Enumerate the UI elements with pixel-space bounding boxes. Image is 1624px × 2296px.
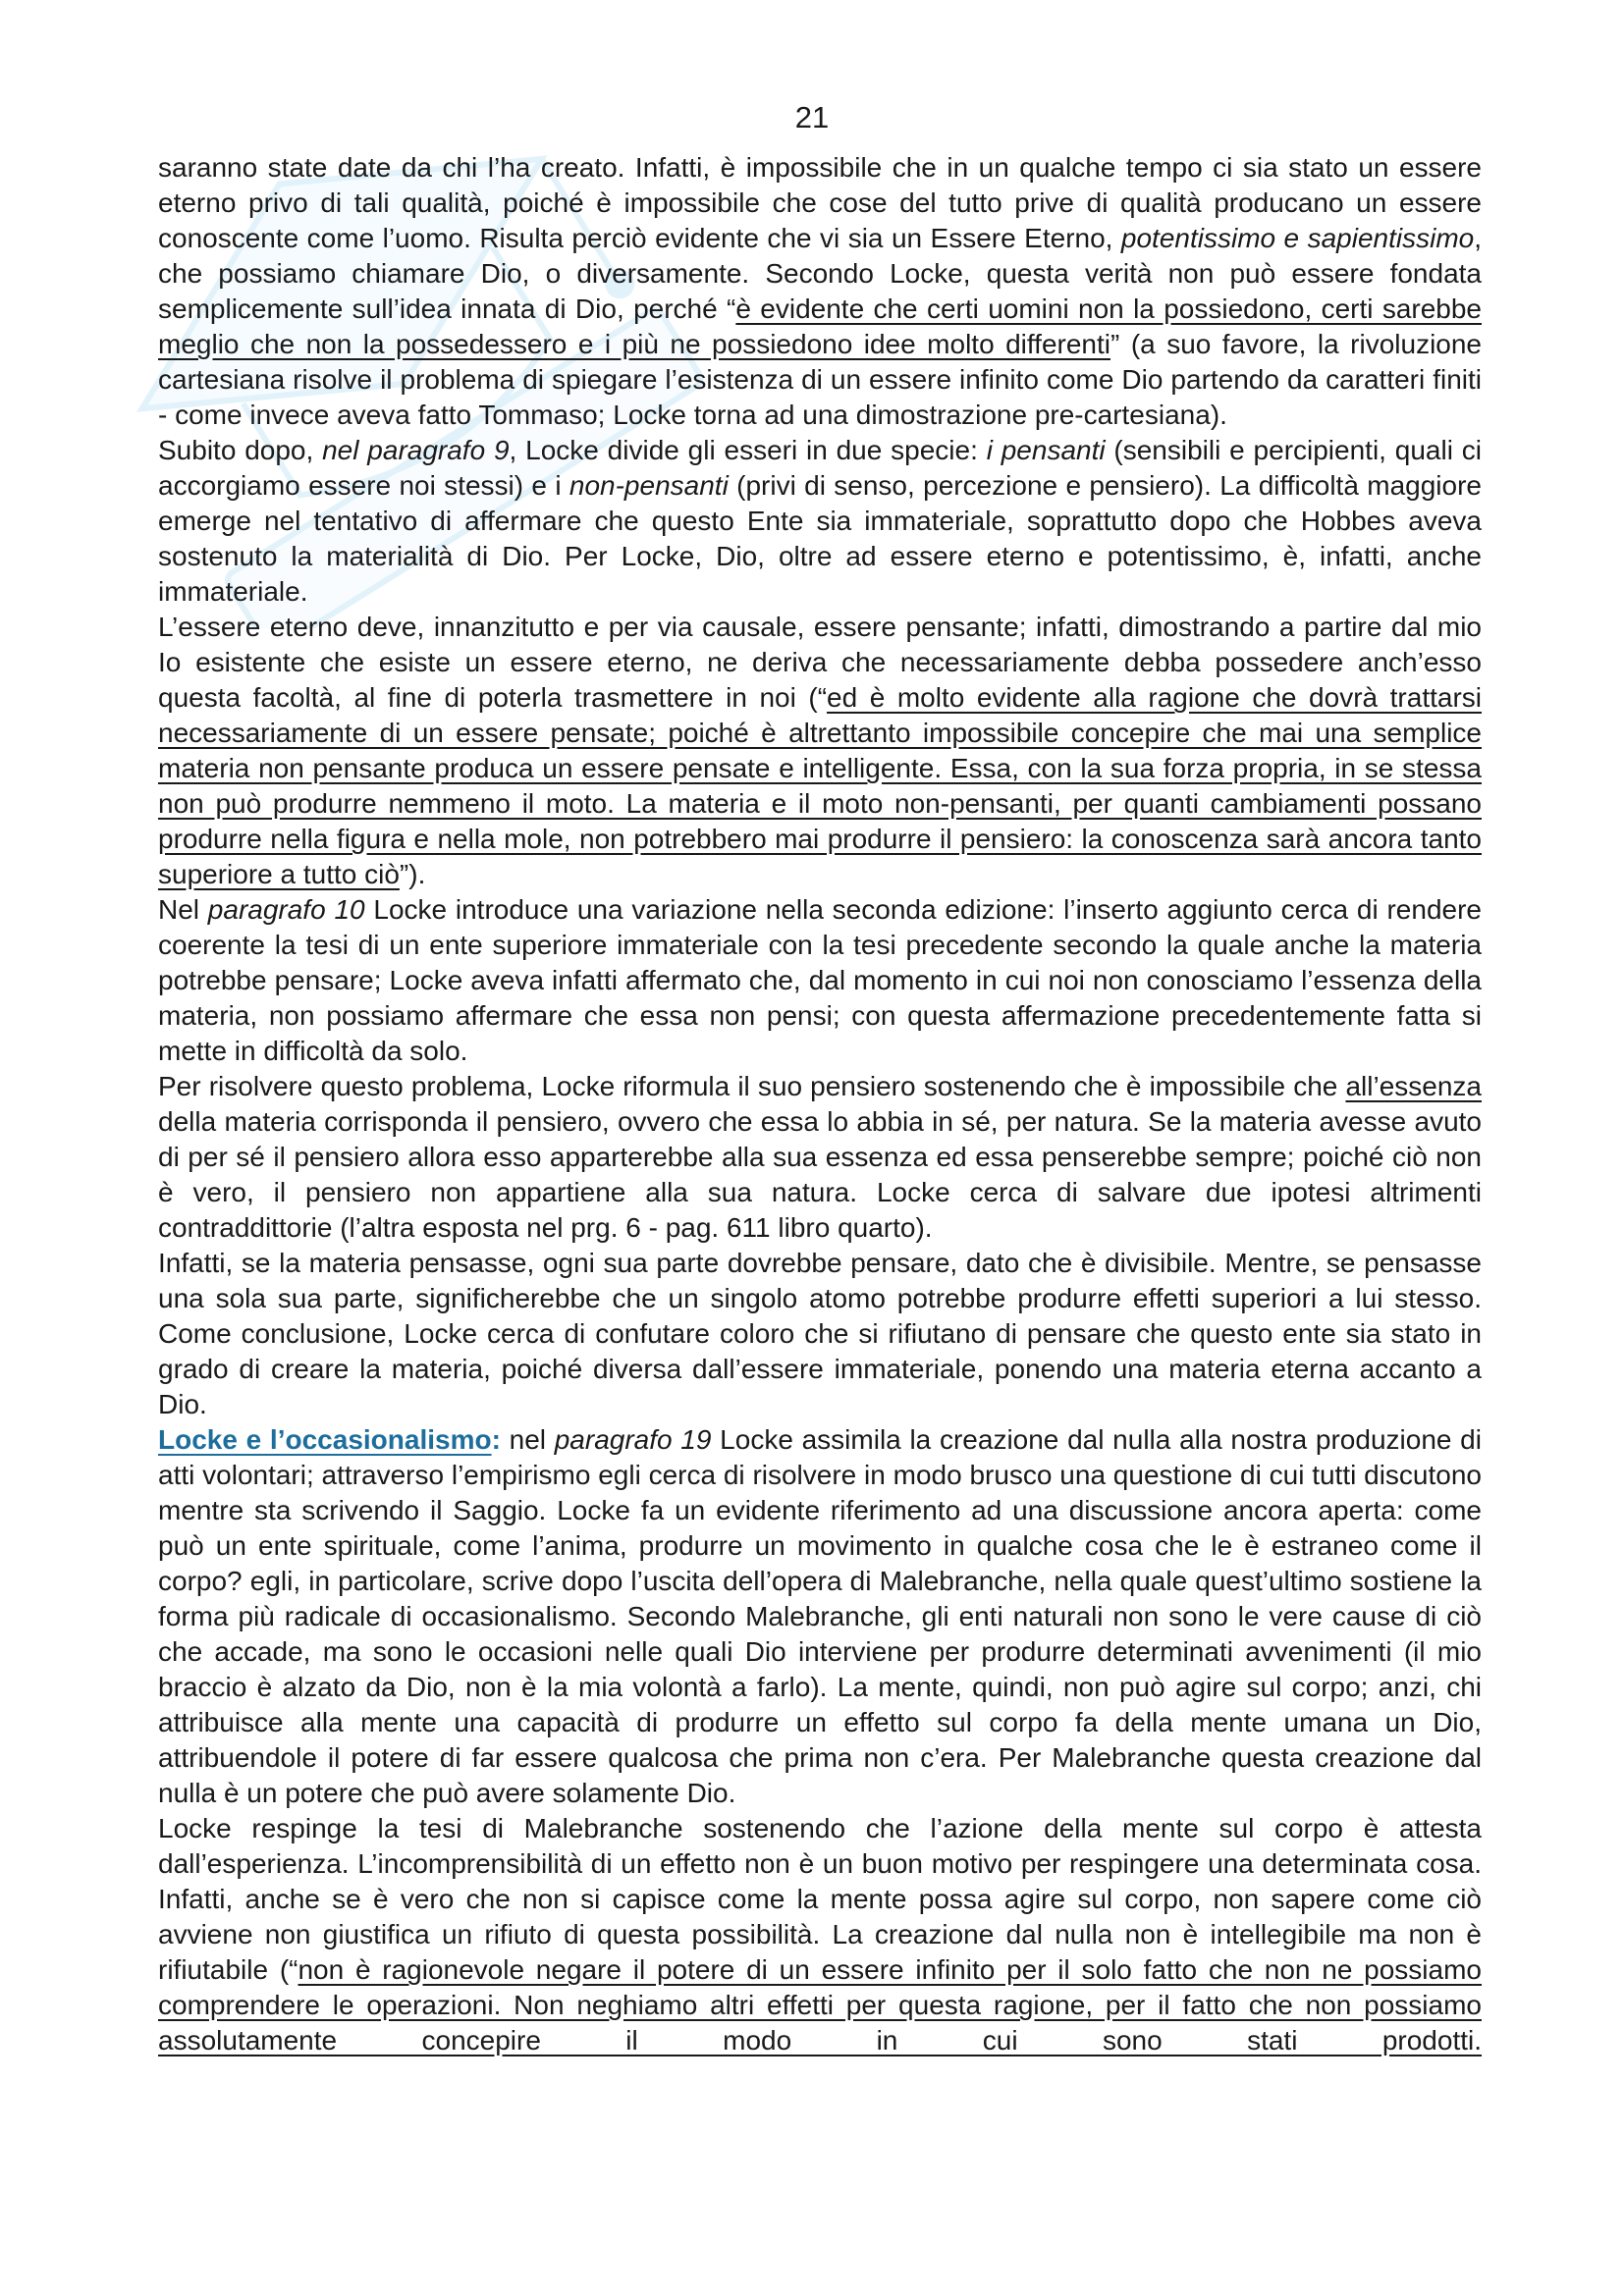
paragraph: Per risolvere questo problema, Locke riformula il suo pensiero sostenendo che è impossibile che all’essenza della materia corrisponda il pensiero, ovvero che essa lo abbia in sé, per natura. Se la materia avesse avuto di per sé il pensiero allora esso apparterebbe alla sua essenza ed essa penserebbe sempre; poiché ciò non è vero, il pensiero non appartiene alla sua natura. Locke cerca di salvare due ipotesi altrimenti contraddittorie (l’altra esposta nel prg. 6 - pag. 611 libro quarto). — [158, 1071, 1482, 1243]
paragraph: saranno state date da chi l’ha creato. Infatti, è impossibile che in un qualche tempo ci sia stato un essere eterno privo di tali qualità, poiché è impossibile che cose del tutto prive di qualità producano un essere conoscente come l’uomo. Risulta perciò evidente che vi sia un Essere Eterno, potentissimo e sapientissimo, che possiamo chiamare Dio, o diversamente. Secondo Locke, questa verità non può essere fondata semplicemente sull’idea innata di Dio, perché “è evidente che certi uomini non la possiedono, certi sarebbe meglio che non la possedessero e i più ne possiedono idee molto differenti” (a suo favore, la rivoluzione cartesiana risolve il problema di spiegare l’esistenza di un essere infinito come Dio partendo da caratteri finiti - come invece aveva fatto Tommaso; Locke torna ad una dimostrazione pre-cartesiana). — [158, 152, 1483, 430]
paragraph: Subito dopo, nel paragrafo 9, Locke divide gli esseri in due specie: i pensanti (sensibili e percipienti, quali ci accorgiamo essere noi stessi) e i non-pensanti (privi di senso, percezione e pensiero). La difficoltà maggiore emerge nel tentativo di affermare che questo Ente sia immateriale, soprattutto dopo che Hobbes aveva sostenuto la materialità di Dio. Per Locke, Dio, oltre ad essere eterno e potentissimo, è, infatti, anche immateriale. — [158, 435, 1482, 607]
emphasis: paragrafo 10 — [207, 894, 365, 925]
underlined-quote: è evidente che certi uomini non la possiedono, certi sarebbe meglio che non la possedessero e i più ne possiedono idee molto differenti — [158, 294, 1482, 359]
document-body — [158, 150, 1482, 2058]
emphasis: nel paragrafo 9 — [322, 435, 510, 465]
emphasis: paragrafo 19 — [554, 1424, 712, 1455]
underlined-quote: non è ragionevole negare il potere di un essere infinito per il solo fatto che non ne possiamo comprendere le operazioni. Non neghiamo altri effetti per questa ragione, per il fatto che non possiamo assolutamente concepire il modo in cui sono stati prodotti. — [158, 1954, 1483, 2056]
emphasis: i pensanti — [986, 435, 1106, 465]
section-heading-link[interactable]: Locke e l’occasionalismo — [158, 1424, 492, 1455]
emphasis: potentissimo e sapientissimo — [1120, 223, 1475, 253]
page-number: 21 — [794, 100, 830, 134]
emphasis: non-pensanti — [568, 470, 729, 501]
paragraph: Locke respinge la tesi di Malebranche sostenendo che l’azione della mente sul corpo è attesta dall’esperienza. L’incomprensibilità di un effetto non è un buon motivo per respingere una determinata cosa. Infatti, anche se è vero che non si capisce come la mente possa agire sul corpo, non sapere come ciò avviene non giustifica un rifiuto di questa possibilità. La creazione dal nulla non è intellegibile ma non è rifiutabile (“non è ragionevole negare il potere di un essere infinito per il solo fatto che non ne possiamo comprendere le operazioni. Non neghiamo altri effetti per questa ragione, per il fatto che non possiamo assolutamente concepire il modo in cui sono stati prodotti. — [158, 1813, 1483, 2056]
underlined-term: all’essenza — [1345, 1071, 1482, 1101]
paragraph: Locke e l’occasionalismo: nel paragrafo 19 Locke assimila la creazione dal nulla alla nostra produzione di atti volontari; attraverso l’empirismo egli cerca di risolvere in modo brusco una questione di cui tutti discutono mentre sta scrivendo il Saggio. Locke fa un evidente riferimento ad una discussione ancora aperta: come può un ente spirituale, come l’anima, produrre un movimento in qualche cosa che le è estraneo come il corpo? egli, in particolare, scrive dopo l’uscita dell’opera di Malebranche, nella quale quest’ultimo sostiene la forma più radicale di occasionalismo. Secondo Malebranche, gli enti naturali non sono le vere cause di ciò che accade, ma sono le occasioni nelle quali Dio interviene per produrre determinati avvenimenti (il mio braccio è alzato da Dio, non è la mia volontà a farlo). La mente, quindi, non può agire sul corpo; anzi, chi attribuisce alla mente una capacità di produrre un effetto sul corpo fa della mente umana un Dio, attribuendole il potere di far essere qualcosa che prima non c’era. Per Malebranche questa creazione dal nulla è un potere che può avere solamente Dio. — [158, 1424, 1482, 1808]
paragraph: Nel paragrafo 10 Locke introduce una variazione nella seconda edizione: l’inserto aggiunto cerca di rendere coerente la tesi di un ente superiore immateriale con la tesi precedente secondo la quale anche la materia potrebbe pensare; Locke aveva infatti affermato che, dal momento in cui noi non conosciamo l’essenza della materia, non possiamo affermare che essa non pensi; con questa affermazione precedentemente fatta si mette in difficoltà da solo. — [158, 894, 1482, 1066]
paragraph: Infatti, se la materia pensasse, ogni sua parte dovrebbe pensare, dato che è divisibile. Mentre, se pensasse una sola sua parte, significherebbe che un singolo atomo potrebbe produrre effetti superiori a lui stesso. Come conclusione, Locke cerca di confutare coloro che si rifiutano di pensare che questo ente sia stato in grado di creare la materia, poiché diversa dall’essere immateriale, ponendo una materia eterna accanto a Dio. — [158, 1248, 1482, 1419]
paragraph: L’essere eterno deve, innanzitutto e per via causale, essere pensante; infatti, dimostrando a partire dal mio Io esistente che esiste un essere eterno, ne deriva che necessariamente debba possedere anch’esso questa facoltà, al fine di poterla trasmettere in noi (“ed è molto evidente alla ragione che dovrà trattarsi necessariamente di un essere pensate; poiché è altrettanto impossibile concepire che mai una semplice materia non pensante produca un essere pensate e intelligente. Essa, con la sua forza propria, in se stessa non può produrre nemmeno il moto. La materia e il moto non-pensanti, per quanti cambiamenti possano produrre nella figura e nella mole, non potrebbero mai produrre il pensiero: la conoscenza sarà ancora tanto superiore a tutto ciò”). — [158, 612, 1482, 889]
underlined-quote: ed è molto evidente alla ragione che dovrà trattarsi necessariamente di un essere pensate; poiché è altrettanto impossibile concepire che mai una semplice materia non pensante produca un essere pensate e intelligente. Essa, con la sua forza propria, in se stessa non può produrre nemmeno il moto. La materia e il moto non-pensanti, per quanti cambiamenti possano produrre nella figura e nella mole, non potrebbero mai produrre il pensiero: la conoscenza sarà ancora tanto superiore a tutto ciò — [158, 682, 1482, 889]
